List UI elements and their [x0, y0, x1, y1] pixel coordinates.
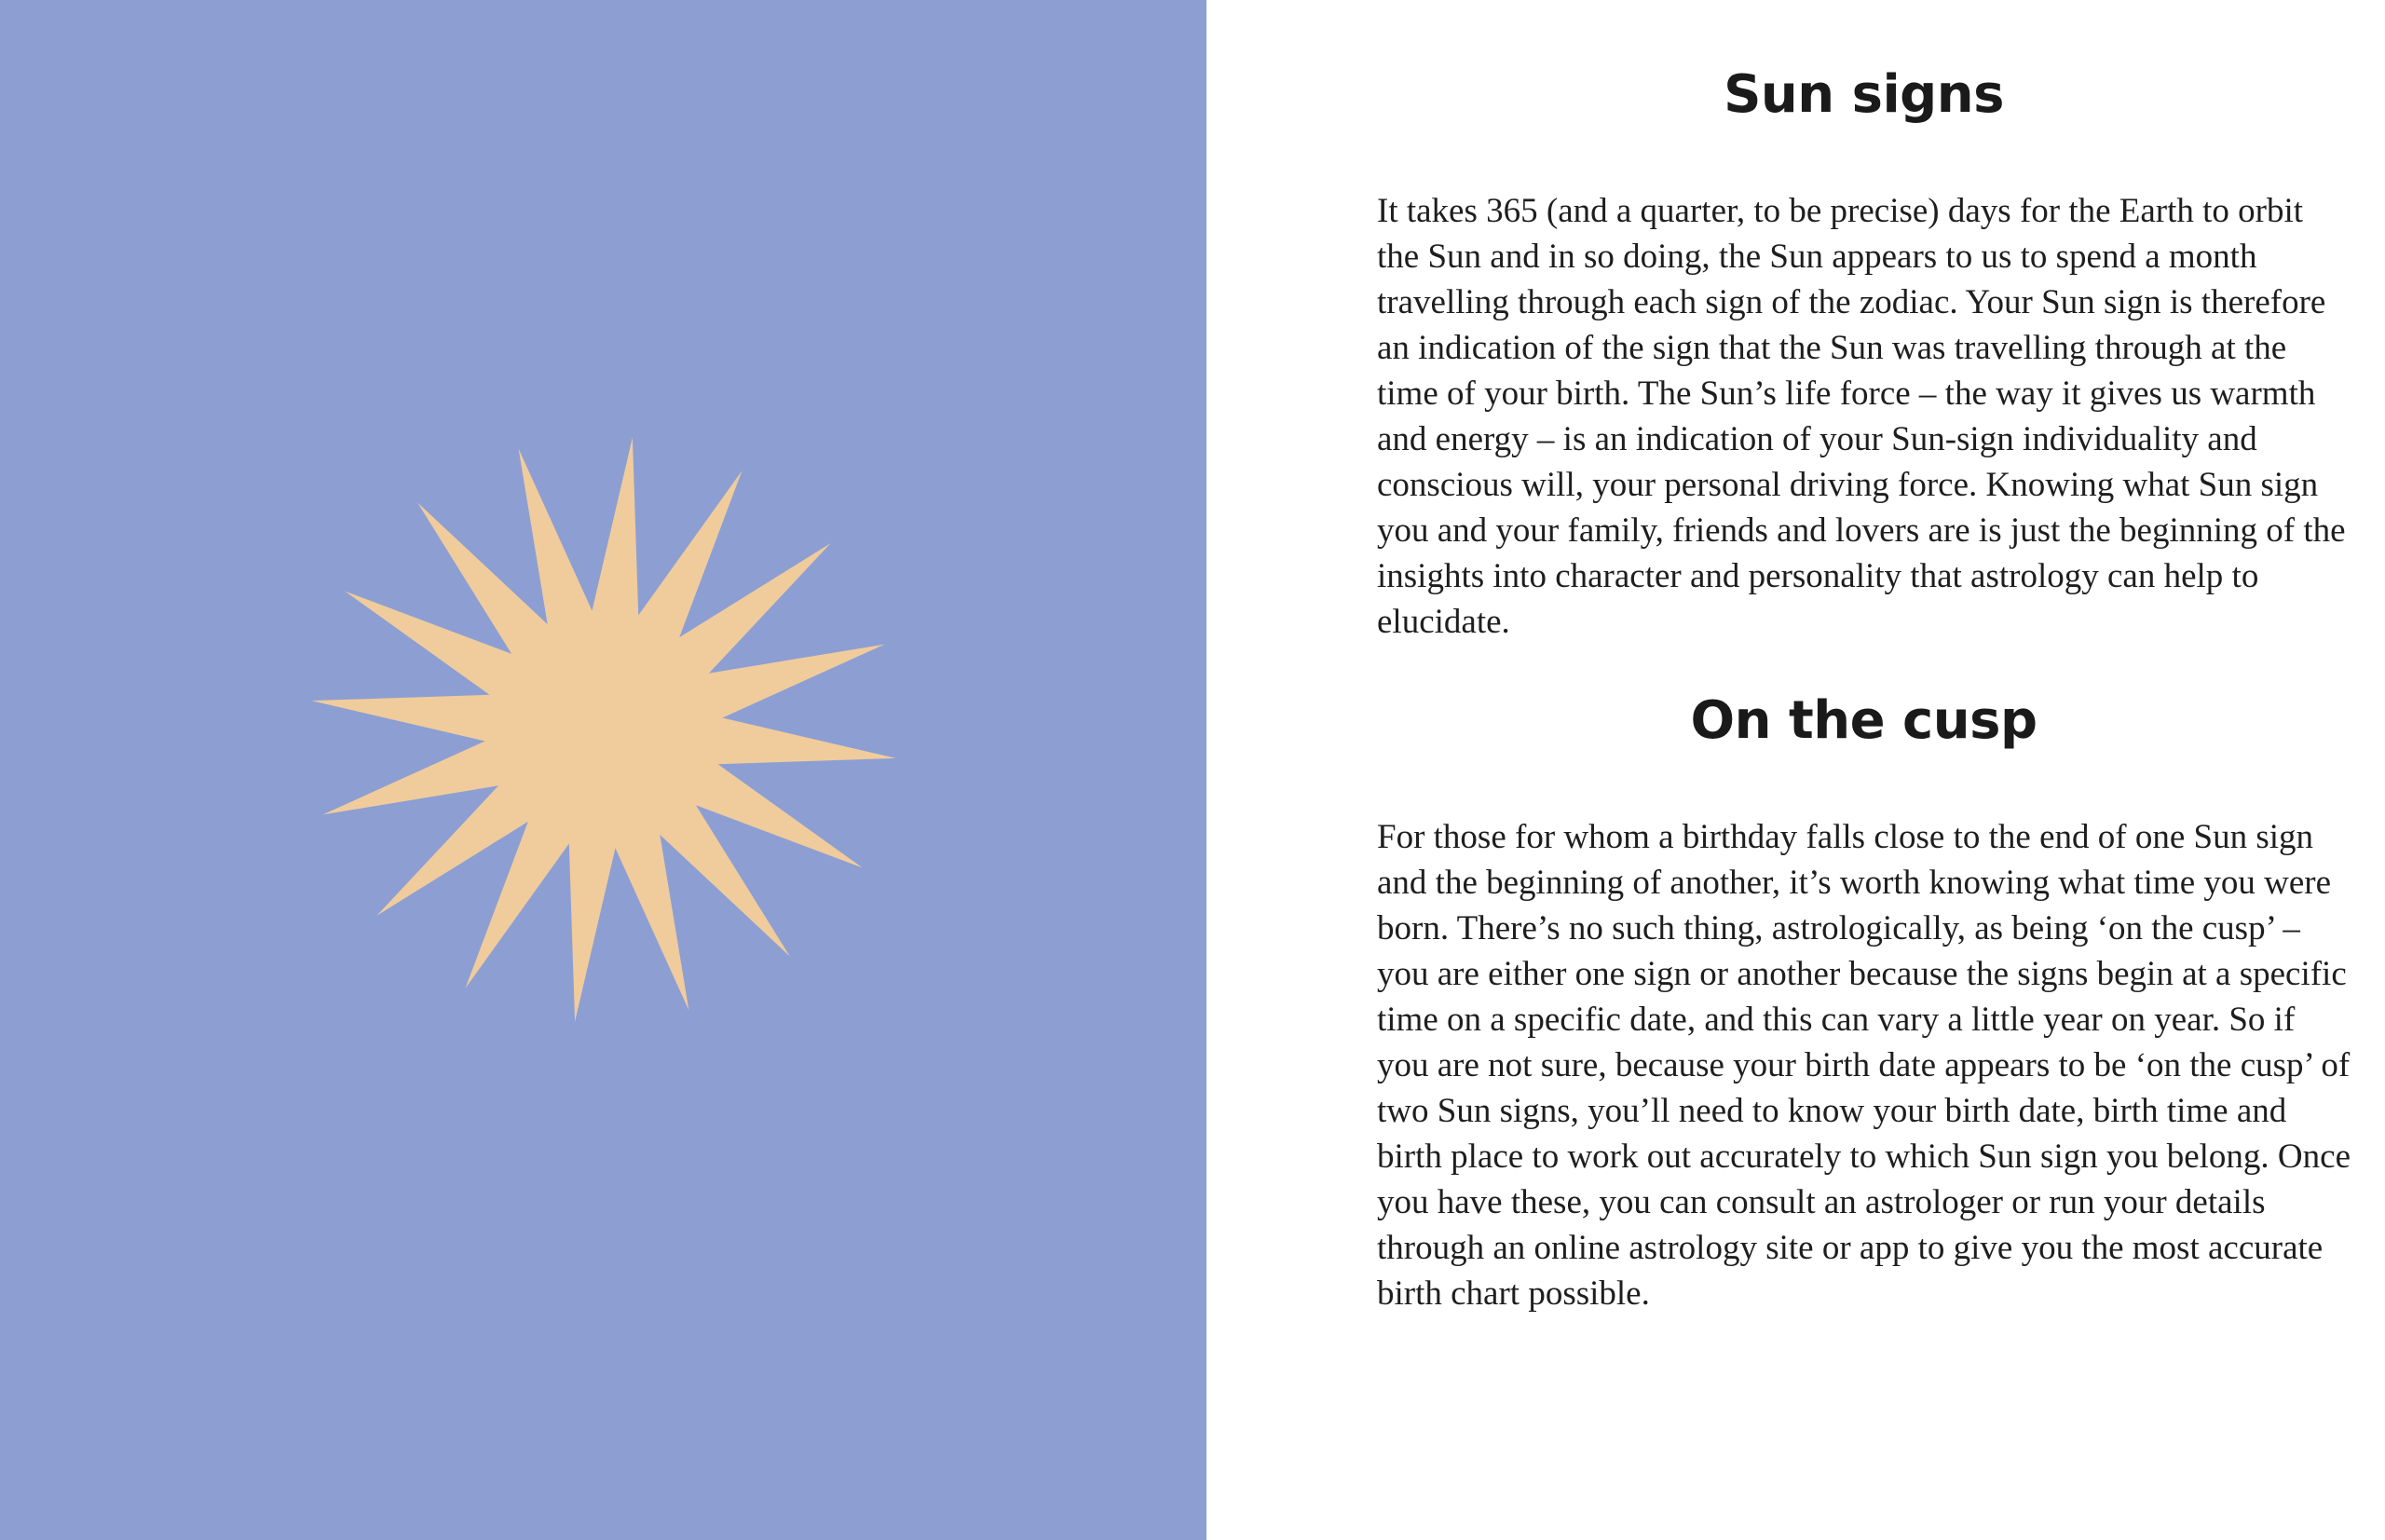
text-page [1206, 0, 2385, 1540]
section-heading-sun-signs: Sun signs [1724, 64, 2004, 125]
section-sun-signs [1377, 60, 2351, 645]
section-heading-on-the-cusp: On the cusp [1690, 690, 2037, 751]
section-body-sun-signs: It takes 365 (and a quarter, to be precise) days for the Earth to orbit the Sun and in so doing, the Sun appears to us to spend a month travelling through each sign of the zodiac. Your Sun sign is therefore an indication of the sign that the Sun was travelling through at the time of your birth. The Sun’s life force – the way it gives us warmth and energy – is an indication of your Sun-sign individuality and conscious will, your personal driving force. Knowing what Sun sign you and your family, friends and lovers are is just the beginning of the insights into character and personality that astrology can help to elucidate. [1377, 192, 2346, 641]
section-body-on-the-cusp: For those for whom a birthday falls close to the end of one Sun sign and the beginning of another, it’s worth knowing what time you were born. There’s no such thing, astrologically, as being ‘on the cusp’ – you are either one sign or another because the signs begin at a specific time on a specific date, and this can vary a little year on year. So if you are not sure, because your birth date appears to be ‘on the cusp’ of two Sun signs, you’ll need to know your birth date, birth time and birth place to work out accurately to which Sun sign you belong. Once you have these, you can consult an astrologer or run your details through an online astrology site or app to give you the most accurate birth chart possible. [1377, 818, 2351, 1313]
section-on-the-cusp [1377, 686, 2351, 1316]
